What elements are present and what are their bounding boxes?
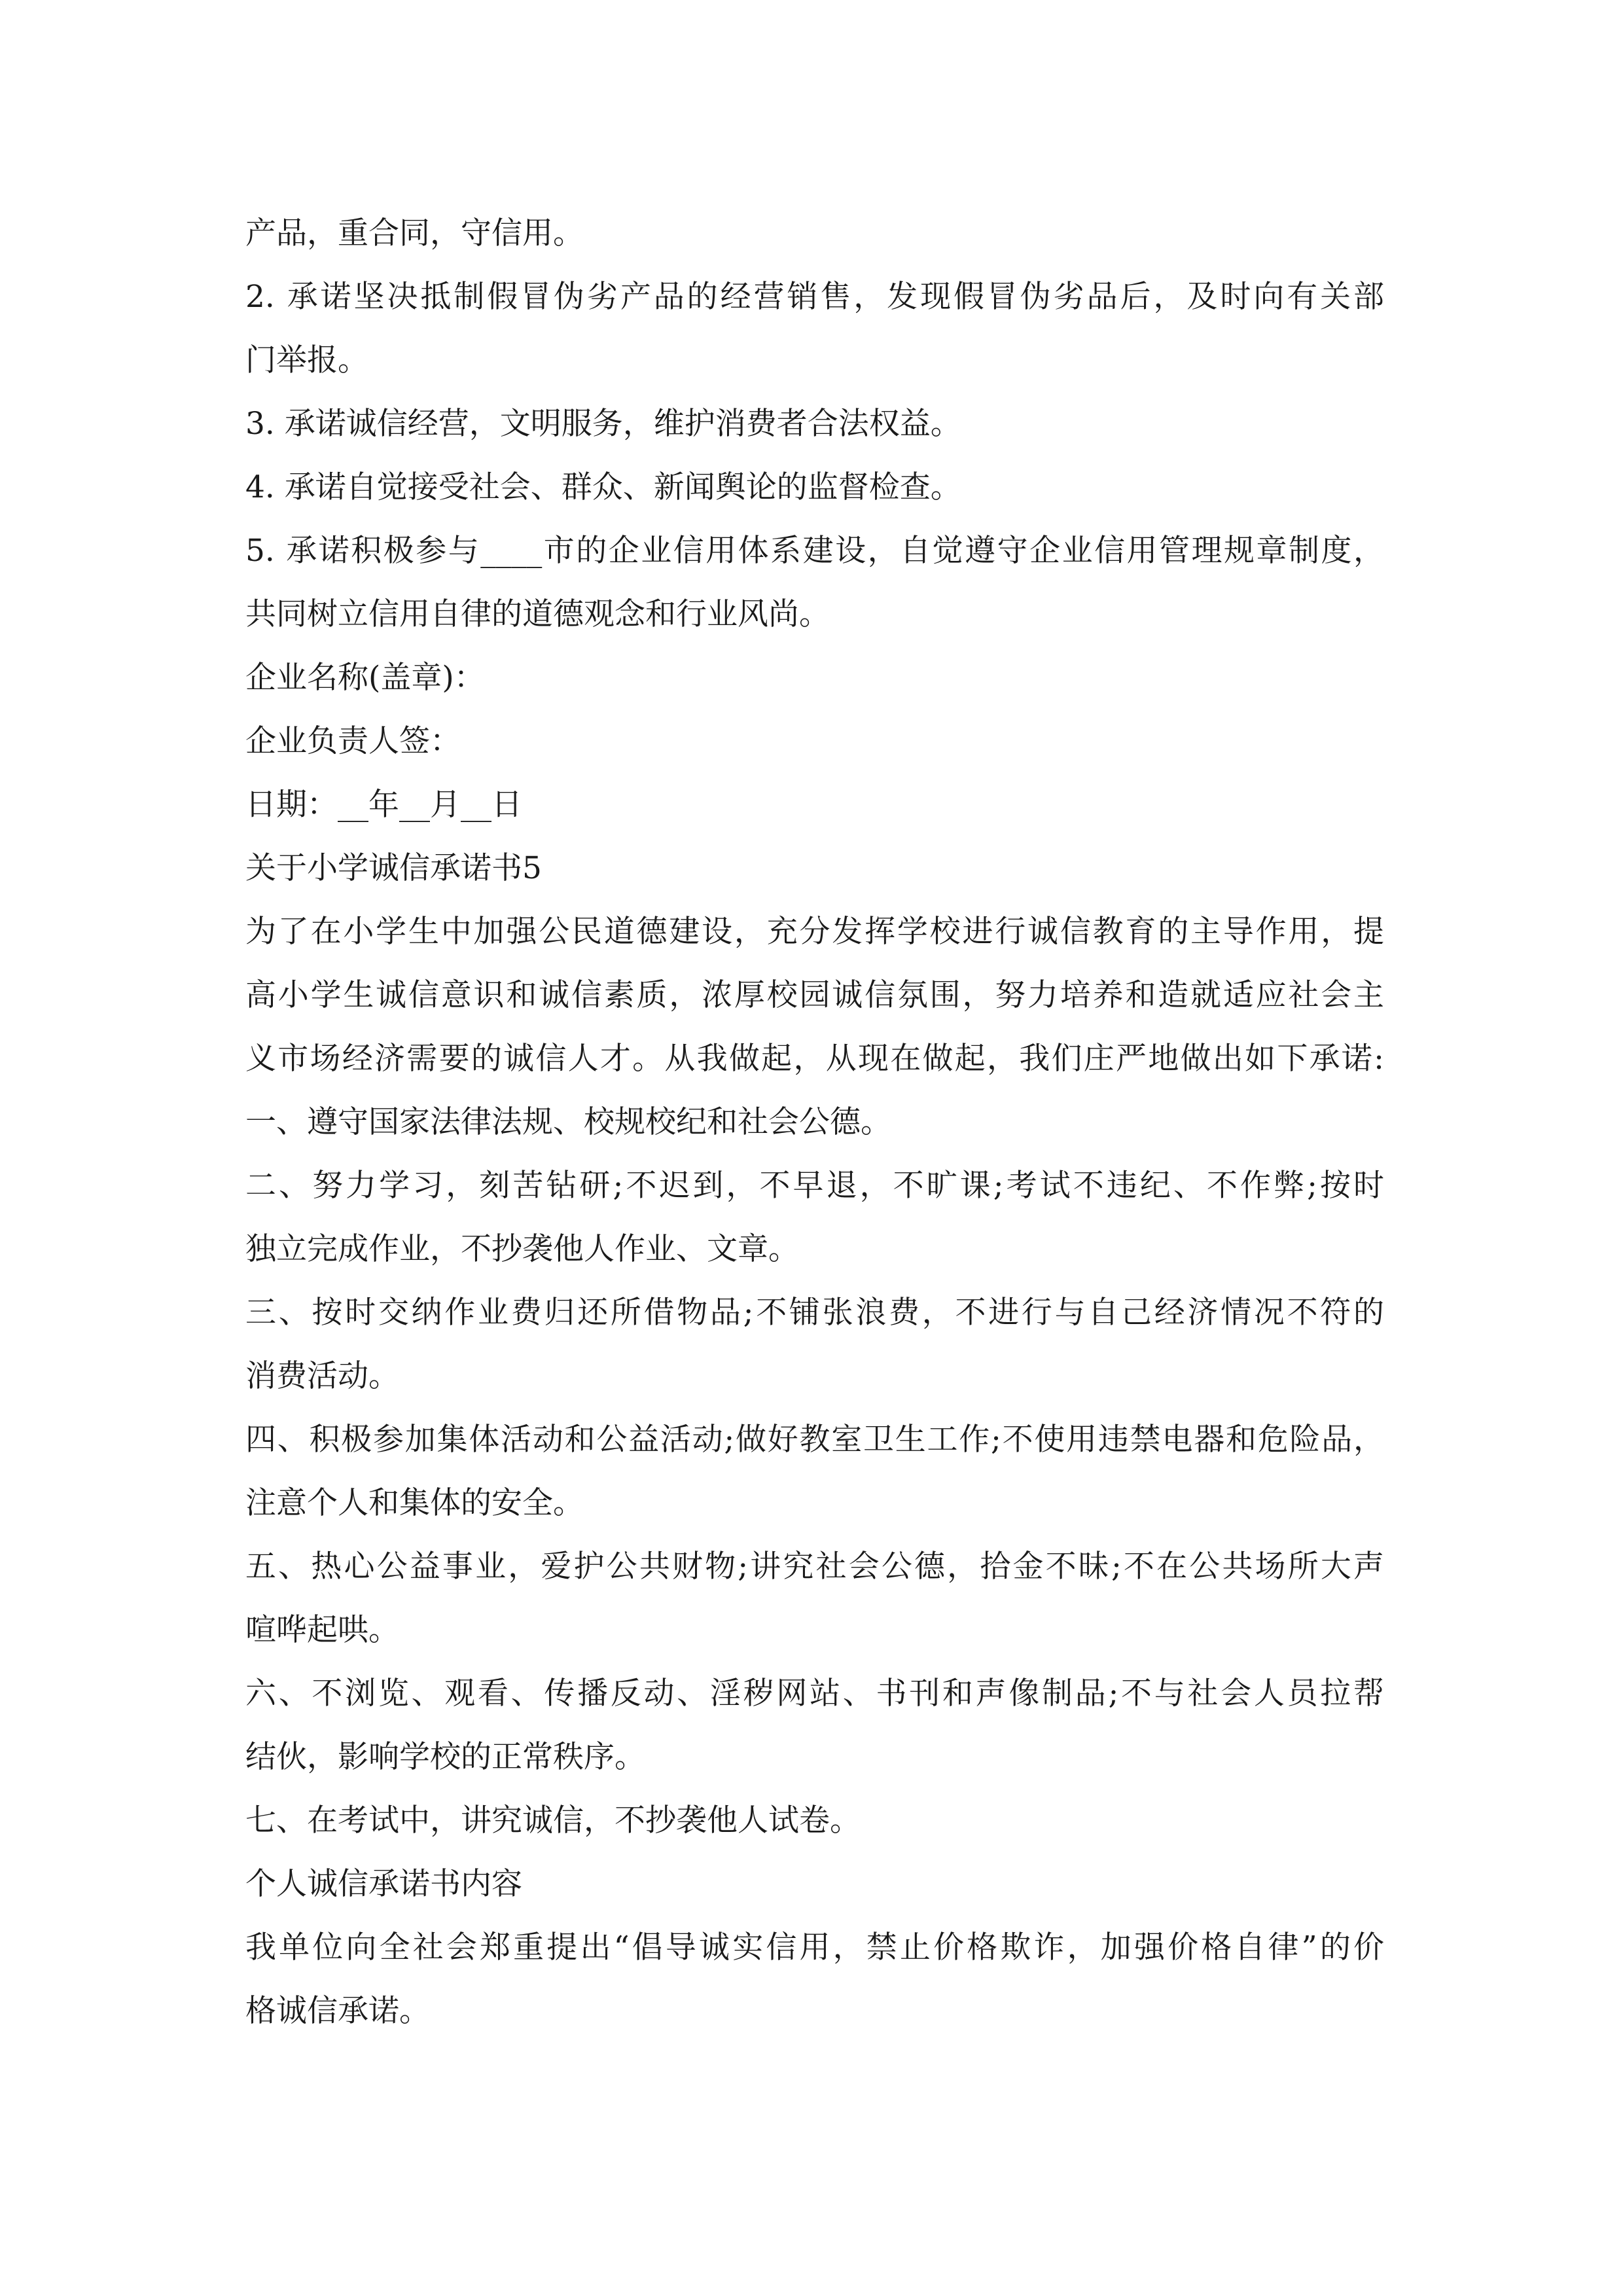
text-line: 我单位向全社会郑重提出“倡导诚实信用，禁止价格欺诈，加强价格自律”的价 (245, 1929, 1384, 1965)
text-line: 企业负责人签： (245, 723, 461, 759)
text-line: 四、积极参加集体活动和公益活动;做好教室卫生工作;不使用违禁电器和危险品， (245, 1422, 1384, 1458)
text-line: 注意个人和集体的安全。 (245, 1485, 584, 1521)
text-line: 结伙，影响学校的正常秩序。 (245, 1739, 645, 1775)
text-line: 一、遵守国家法律法规、校规校纪和社会公德。 (245, 1104, 891, 1140)
text-line: 高小学生诚信意识和诚信素质，浓厚校园诚信氛围，努力培养和造就适应社会主 (245, 977, 1384, 1013)
text-line: 格诚信承诺。 (245, 1993, 430, 2029)
text-line: 3. 承诺诚信经营，文明服务，维护消费者合法权益。 (245, 406, 961, 442)
text-line: 七、在考试中，讲究诚信，不抄袭他人试卷。 (245, 1803, 861, 1839)
text-line: 5. 承诺积极参与____市的企业信用体系建设，自觉遵守企业信用管理规章制度， (245, 533, 1384, 569)
text-line: 喧哗起哄。 (245, 1612, 399, 1648)
text-line: 独立完成作业，不抄袭他人作业、文章。 (245, 1231, 799, 1267)
text-line: 义市场经济需要的诚信人才。从我做起，从现在做起，我们庄严地做出如下承诺: (245, 1041, 1384, 1077)
text-line: 4. 承诺自觉接受社会、群众、新闻舆论的监督检查。 (245, 469, 961, 505)
text-line: 消费活动。 (245, 1358, 399, 1394)
section-heading: 关于小学诚信承诺书5 (245, 850, 542, 886)
section-heading: 个人诚信承诺书内容 (245, 1866, 522, 1902)
text-line: 共同树立信用自律的道德观念和行业风尚。 (245, 596, 830, 632)
text-line: 产品，重合同，守信用。 (245, 215, 584, 251)
text-line: 六、不浏览、观看、传播反动、淫秽网站、书刊和声像制品;不与社会人员拉帮 (245, 1676, 1384, 1712)
document-body (245, 202, 1384, 2043)
text-line: 二、努力学习，刻苦钻研;不迟到，不早退，不旷课;考试不违纪、不作弊;按时 (245, 1168, 1384, 1204)
text-line: 门举报。 (245, 342, 368, 378)
text-line: 企业名称(盖章)： (245, 660, 485, 696)
text-line: 2. 承诺坚决抵制假冒伪劣产品的经营销售，发现假冒伪劣品后，及时向有关部 (245, 279, 1384, 315)
text-line: 日期：__年__月__日 (245, 787, 522, 823)
text-line: 五、热心公益事业，爱护公共财物;讲究社会公德，拾金不昧;不在公共场所大声 (245, 1549, 1384, 1585)
text-line: 为了在小学生中加强公民道德建设，充分发挥学校进行诚信教育的主导作用，提 (245, 914, 1384, 950)
text-line: 三、按时交纳作业费归还所借物品;不铺张浪费，不进行与自己经济情况不符的 (245, 1295, 1384, 1331)
